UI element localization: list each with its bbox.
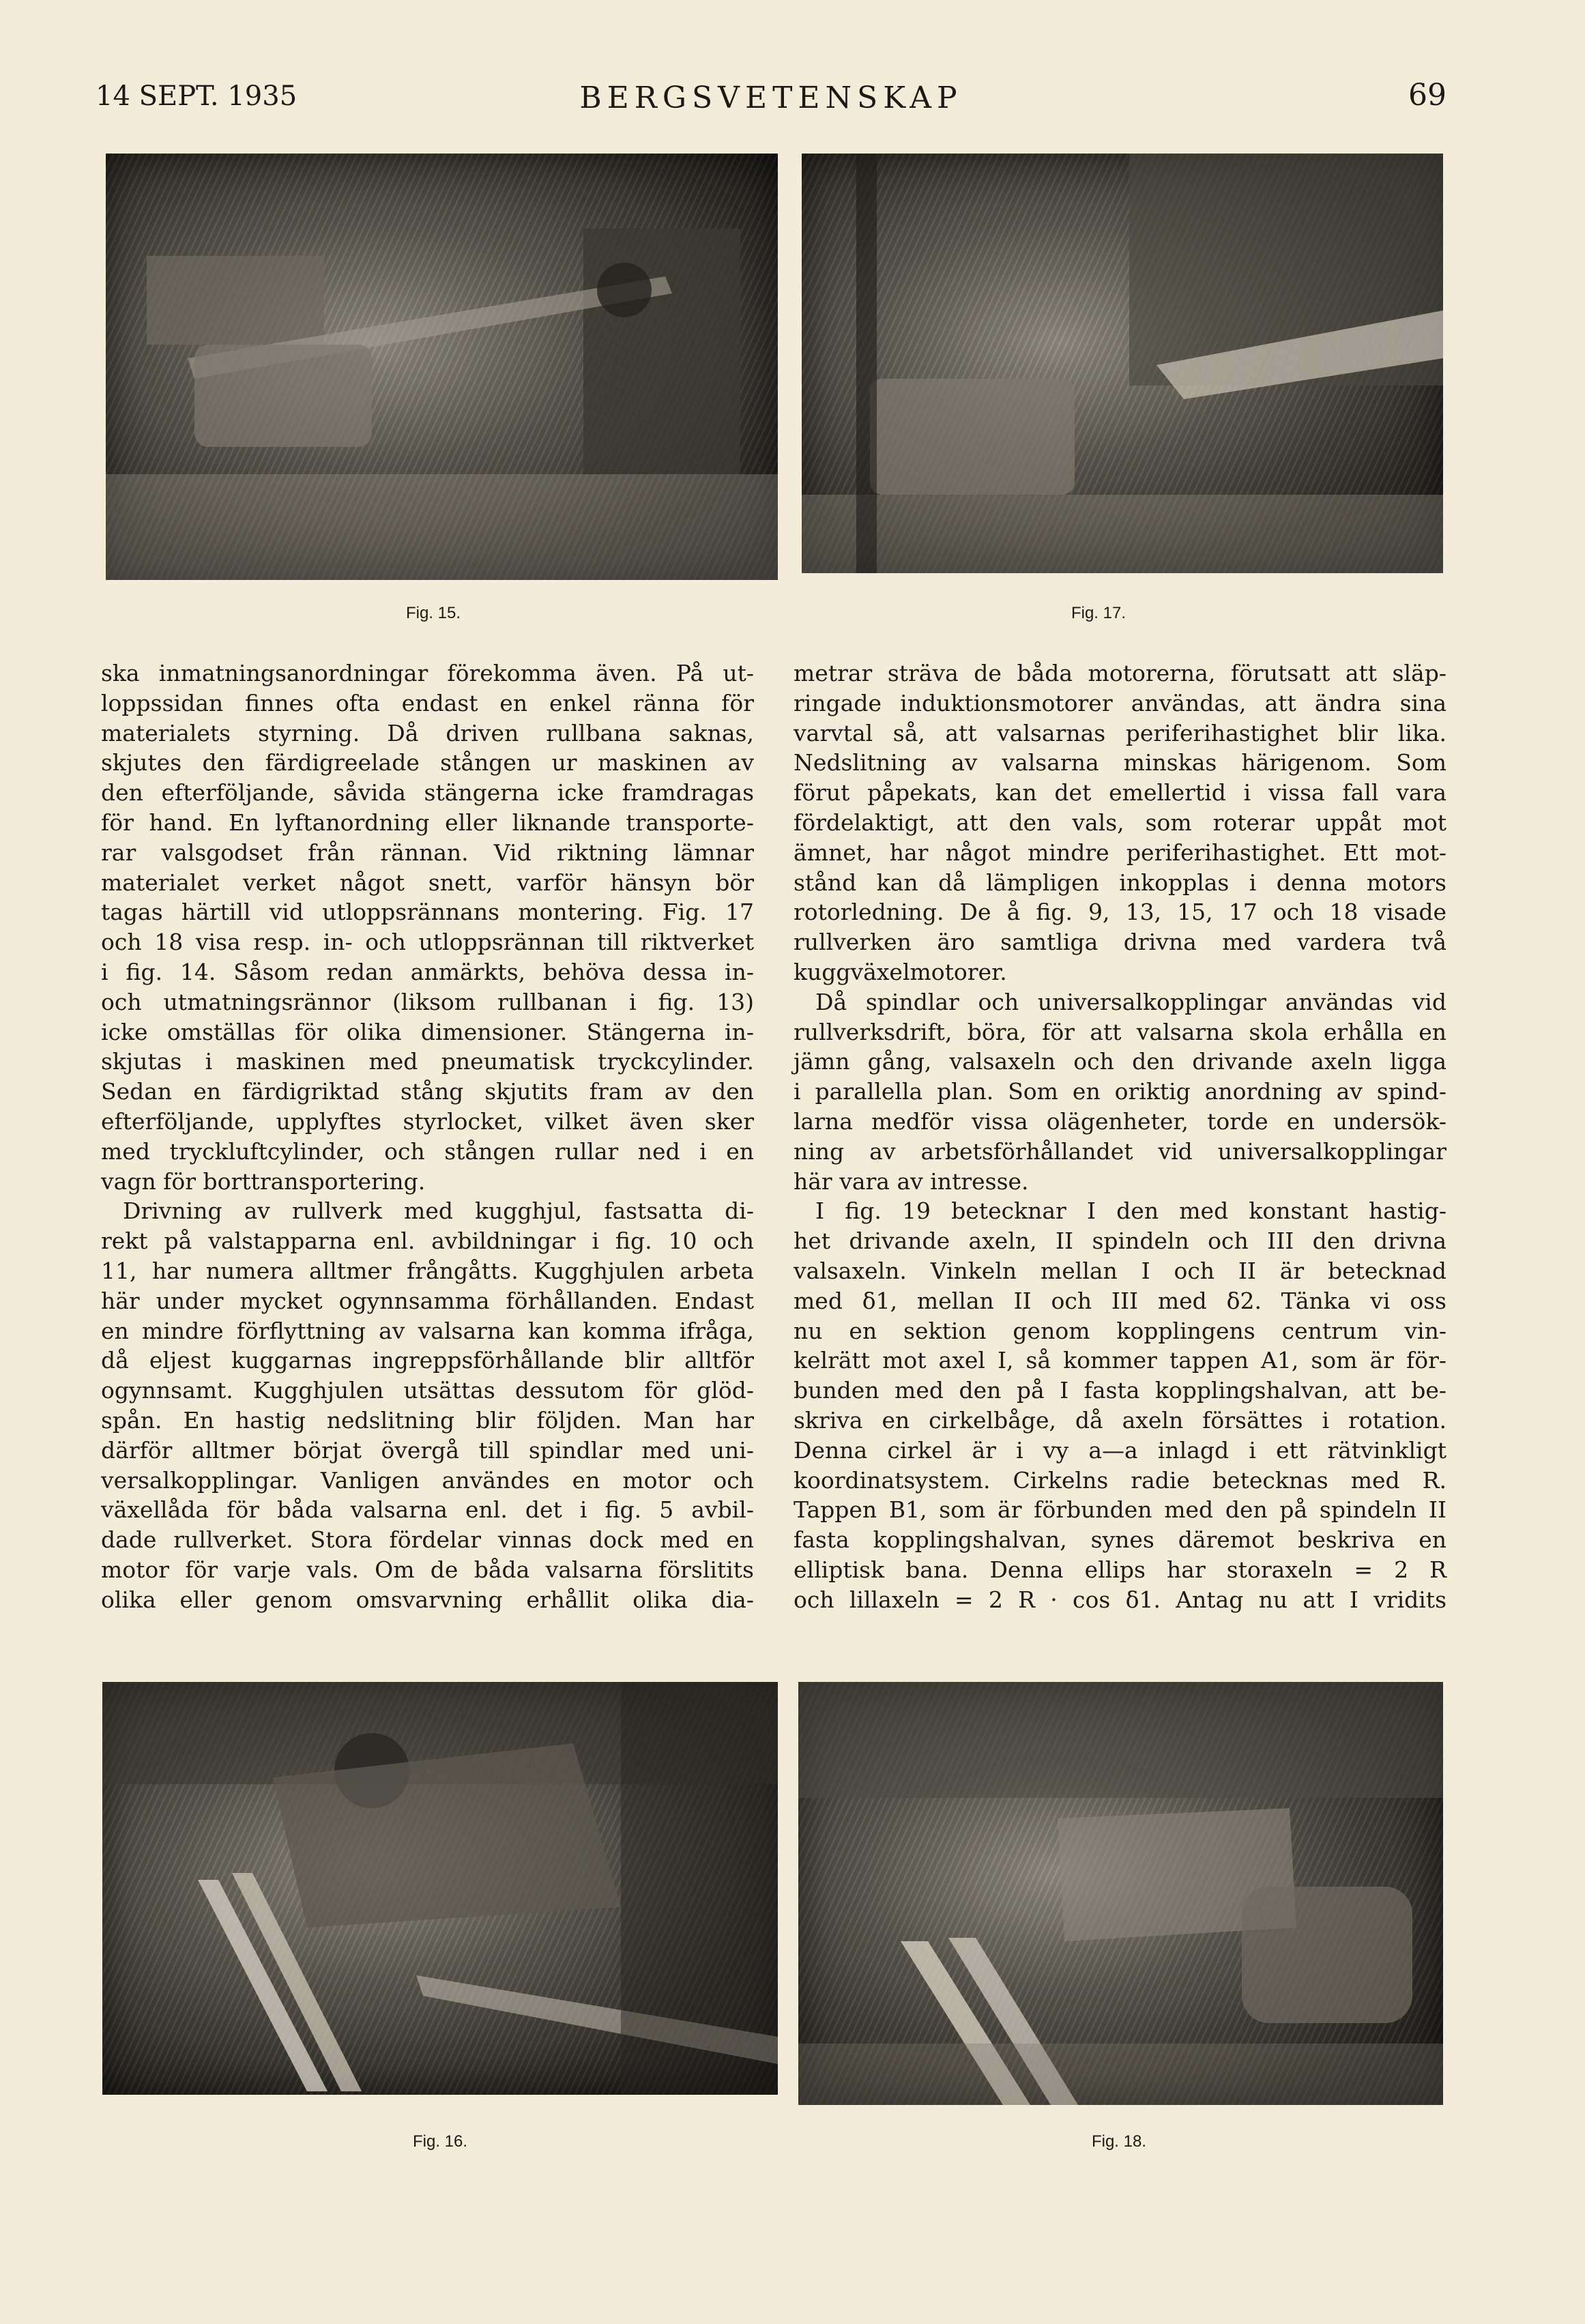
text-line: stånd kan då lämpligen inkopplas i denna motors xyxy=(794,869,1446,896)
text-line: bunden med den på I fasta kopplingshalvan, att be- xyxy=(794,1377,1446,1404)
text-line: Tappen B1, som är förbunden med den på spindeln II xyxy=(794,1496,1446,1524)
text-line: ogynnsamt. Kugghjulen utsättas dessutom för glöd- xyxy=(101,1377,754,1404)
text-line: jämn gång, valsaxeln och den drivande axeln ligga xyxy=(794,1048,1446,1075)
text-line: fördelaktigt, att den vals, som roterar uppåt mot xyxy=(794,809,1446,836)
text-line: olika eller genom omsvarvning erhållit olika dia- xyxy=(101,1586,754,1613)
text-line: den efterföljande, såvida stängerna icke framdragas xyxy=(101,779,754,807)
text-line: förut påpekats, kan det emellertid i vissa fall vara xyxy=(794,779,1446,807)
text-line: larna medför vissa olägenheter, torde en undersök- xyxy=(794,1107,1446,1135)
text-line: loppssidan finnes ofta endast en enkel ränna för xyxy=(101,689,754,716)
text-line: då eljest kuggarnas ingreppsförhållande blir alltför xyxy=(101,1347,754,1374)
right-text-column xyxy=(794,658,1446,1615)
text-line: koordinatsystem. Cirkelns radie betecknas med R. xyxy=(794,1466,1446,1494)
text-line: kuggväxelmotorer. xyxy=(794,958,1007,985)
text-line: skjutas i maskinen med pneumatisk tryckcylinder. xyxy=(101,1048,754,1075)
text-line: och 18 visa resp. in- och utloppsrännan till riktverket xyxy=(101,929,754,956)
text-line: rar valsgodset från rännan. Vid riktning lämnar xyxy=(101,839,754,866)
text-line: metrar sträva de båda motorerna, förutsatt att släp- xyxy=(794,660,1446,686)
figure-18-photo xyxy=(798,1682,1443,2105)
page-number: 69 xyxy=(1408,78,1446,113)
text-line: icke omställas för olika dimensioner. Stängerna in- xyxy=(101,1018,754,1045)
issue-date: 14 SEPT. 1935 xyxy=(96,81,297,112)
text-line: Sedan en färdigriktad stång skjutits fram av den xyxy=(101,1078,754,1105)
text-line: dade rullverket. Stora fördelar vinnas dock med en xyxy=(101,1526,754,1554)
text-line: för hand. En lyftanordning eller liknande transporte- xyxy=(101,809,754,836)
text-line: vagn för borttransportering. xyxy=(101,1167,426,1195)
text-line: ämnet, har något mindre periferihastighet. Ett mot- xyxy=(794,839,1446,866)
text-line: versalkopplingar. Vanligen användes en motor och xyxy=(101,1466,754,1494)
text-line: med tryckluftcylinder, och stången rullar ned i en xyxy=(101,1137,754,1165)
figure-16-photo xyxy=(102,1682,778,2095)
text-line: en mindre förflyttning av valsarna kan komma ifråga, xyxy=(101,1317,754,1344)
text-line: Denna cirkel är i vy a—a inlagd i ett rätvinkligt xyxy=(794,1436,1446,1464)
figure-15-photo xyxy=(106,154,778,580)
text-line: skjutes den färdigreelade stången ur maskinen av xyxy=(101,749,754,776)
text-line: materialets styrning. Då driven rullbana saknas, xyxy=(101,719,754,746)
text-line: efterföljande, upplyftes styrlocket, vilket även sker xyxy=(101,1107,754,1135)
text-line: het drivande axeln, II spindeln och III den drivna xyxy=(794,1228,1446,1255)
text-line: elliptisk bana. Denna ellips har storaxeln = 2 R xyxy=(794,1556,1446,1583)
text-line: ringade induktionsmotorer användas, att ändra sina xyxy=(794,689,1446,716)
left-text-column xyxy=(101,658,754,1615)
text-line: rekt på valstapparna enl. avbildningar i fig. 10 och xyxy=(101,1228,754,1255)
text-line: skriva en cirkelbåge, då axeln försättes i rotation. xyxy=(794,1406,1446,1434)
figure-17-photo xyxy=(802,154,1443,573)
text-line: nu en sektion genom kopplingens centrum vin- xyxy=(794,1317,1446,1344)
text-line: här vara av intresse. xyxy=(794,1167,1029,1195)
figure-16-caption: Fig. 16. xyxy=(412,2132,468,2151)
text-line: rullverksdrift, böra, för att valsarna skola erhålla en xyxy=(794,1018,1446,1045)
text-line: i parallella plan. Som en oriktig anordning av spind- xyxy=(794,1078,1446,1105)
figure-18-caption: Fig. 18. xyxy=(1091,2132,1147,2151)
text-line: i fig. 14. Såsom redan anmärkts, behöva dessa in- xyxy=(101,958,754,985)
text-line: Då spindlar och universalkopplingar användas vid xyxy=(815,988,1446,1015)
text-line: och lillaxeln = 2 R · cos δ1. Antag nu att I vridits xyxy=(794,1586,1446,1613)
text-line: varvtal så, att valsarnas periferihastighet blir lika. xyxy=(794,719,1446,746)
text-line: ska inmatningsanordningar förekomma även. På ut- xyxy=(101,660,754,686)
text-line: rullverken äro samtliga drivna med vardera två xyxy=(794,929,1446,956)
text-line: fasta kopplingshalvan, synes däremot beskriva en xyxy=(794,1526,1446,1554)
text-line: valsaxeln. Vinkeln mellan I och II är betecknad xyxy=(794,1257,1446,1284)
text-line: spån. En hastig nedslitning blir följden. Man har xyxy=(101,1406,754,1434)
page-header xyxy=(96,78,1446,128)
text-line: här under mycket ogynnsamma förhållanden. Endast xyxy=(101,1287,754,1314)
figure-17-caption: Fig. 17. xyxy=(1071,604,1126,622)
text-line: med δ1, mellan II och III med δ2. Tänka vi oss xyxy=(794,1287,1446,1314)
figure-15-caption: Fig. 15. xyxy=(405,604,461,622)
text-line: och utmatningsrännor (liksom rullbanan i fig. 13) xyxy=(101,988,754,1015)
text-line: motor för varje vals. Om de båda valsarna förslitits xyxy=(101,1556,754,1583)
journal-title: BERGSVETENSKAP xyxy=(579,81,963,115)
text-line: 11, har numera alltmer frångåtts. Kugghjulen arbeta xyxy=(101,1257,754,1284)
text-line: Nedslitning av valsarna minskas härigenom. Som xyxy=(794,749,1446,776)
text-line: rotorledning. De å fig. 9, 13, 15, 17 och 18 visade xyxy=(794,899,1446,926)
text-line: tagas härtill vid utloppsrännans montering. Fig. 17 xyxy=(101,899,754,926)
text-line: materialet verket något snett, varför hänsyn bör xyxy=(101,869,754,896)
text-line: I fig. 19 betecknar I den med konstant hastig- xyxy=(815,1197,1446,1225)
text-line: kelrätt mot axel I, så kommer tappen A1, som är för- xyxy=(794,1347,1446,1374)
text-line: därför alltmer börjat övergå till spindlar med uni- xyxy=(101,1436,754,1464)
text-line: ning av arbetsförhållandet vid universalkopplingar xyxy=(794,1137,1446,1165)
text-line: Drivning av rullverk med kugghjul, fastsatta di- xyxy=(123,1197,754,1225)
text-line: växellåda för båda valsarna enl. det i fig. 5 avbil- xyxy=(101,1496,754,1524)
